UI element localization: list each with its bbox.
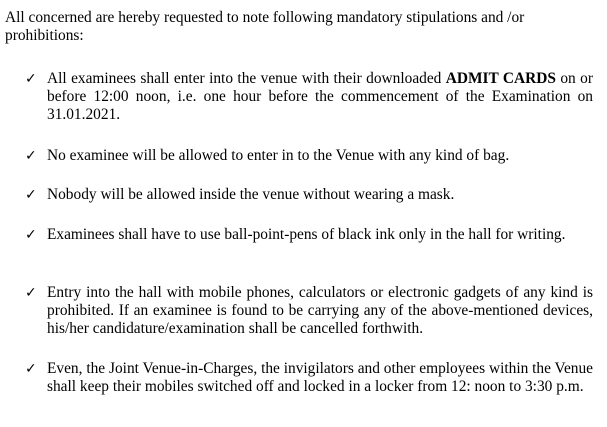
check-icon: ✓ (25, 285, 37, 301)
check-icon: ✓ (25, 361, 37, 377)
intro-paragraph: All concerned are hereby requested to note following mandatory stipulations and /or prohibitions: (5, 9, 525, 44)
check-icon: ✓ (25, 187, 37, 203)
item-text: Nobody will be allowed inside the venue without wearing a mask. (47, 186, 455, 203)
item-text: Examinees shall have to use ball-point-pens of black ink only in the hall for writing. (47, 226, 566, 243)
item-text: Entry into the hall with mobile phones, calculators or electronic gadgets of any kind is prohibited. If an examinee is found to be carrying any of the above-mentioned devices, his/her candidature/examination shall be cancelled forthwith. (47, 284, 593, 337)
check-icon: ✓ (25, 148, 37, 164)
item-text: No examinee will be allowed to enter in to the Venue with any kind of bag. (47, 147, 510, 164)
item-text-bold: ADMIT CARDS (445, 70, 556, 87)
check-icon: ✓ (25, 227, 37, 243)
item-text-after: on or before 12:00 noon, i.e. one hour before the commencement of the Examination on 31.01.2021. (47, 70, 593, 123)
item-text-before: All examinees shall enter into the venue with their downloaded (47, 70, 446, 87)
check-icon: ✓ (25, 71, 37, 87)
item-text: Even, the Joint Venue-in-Charges, the invigilators and other employees within the Venue shall keep their mobiles switched off and locked in a locker from 12: noon to 3:30 p.m. (47, 360, 593, 395)
item-text (47, 70, 593, 124)
